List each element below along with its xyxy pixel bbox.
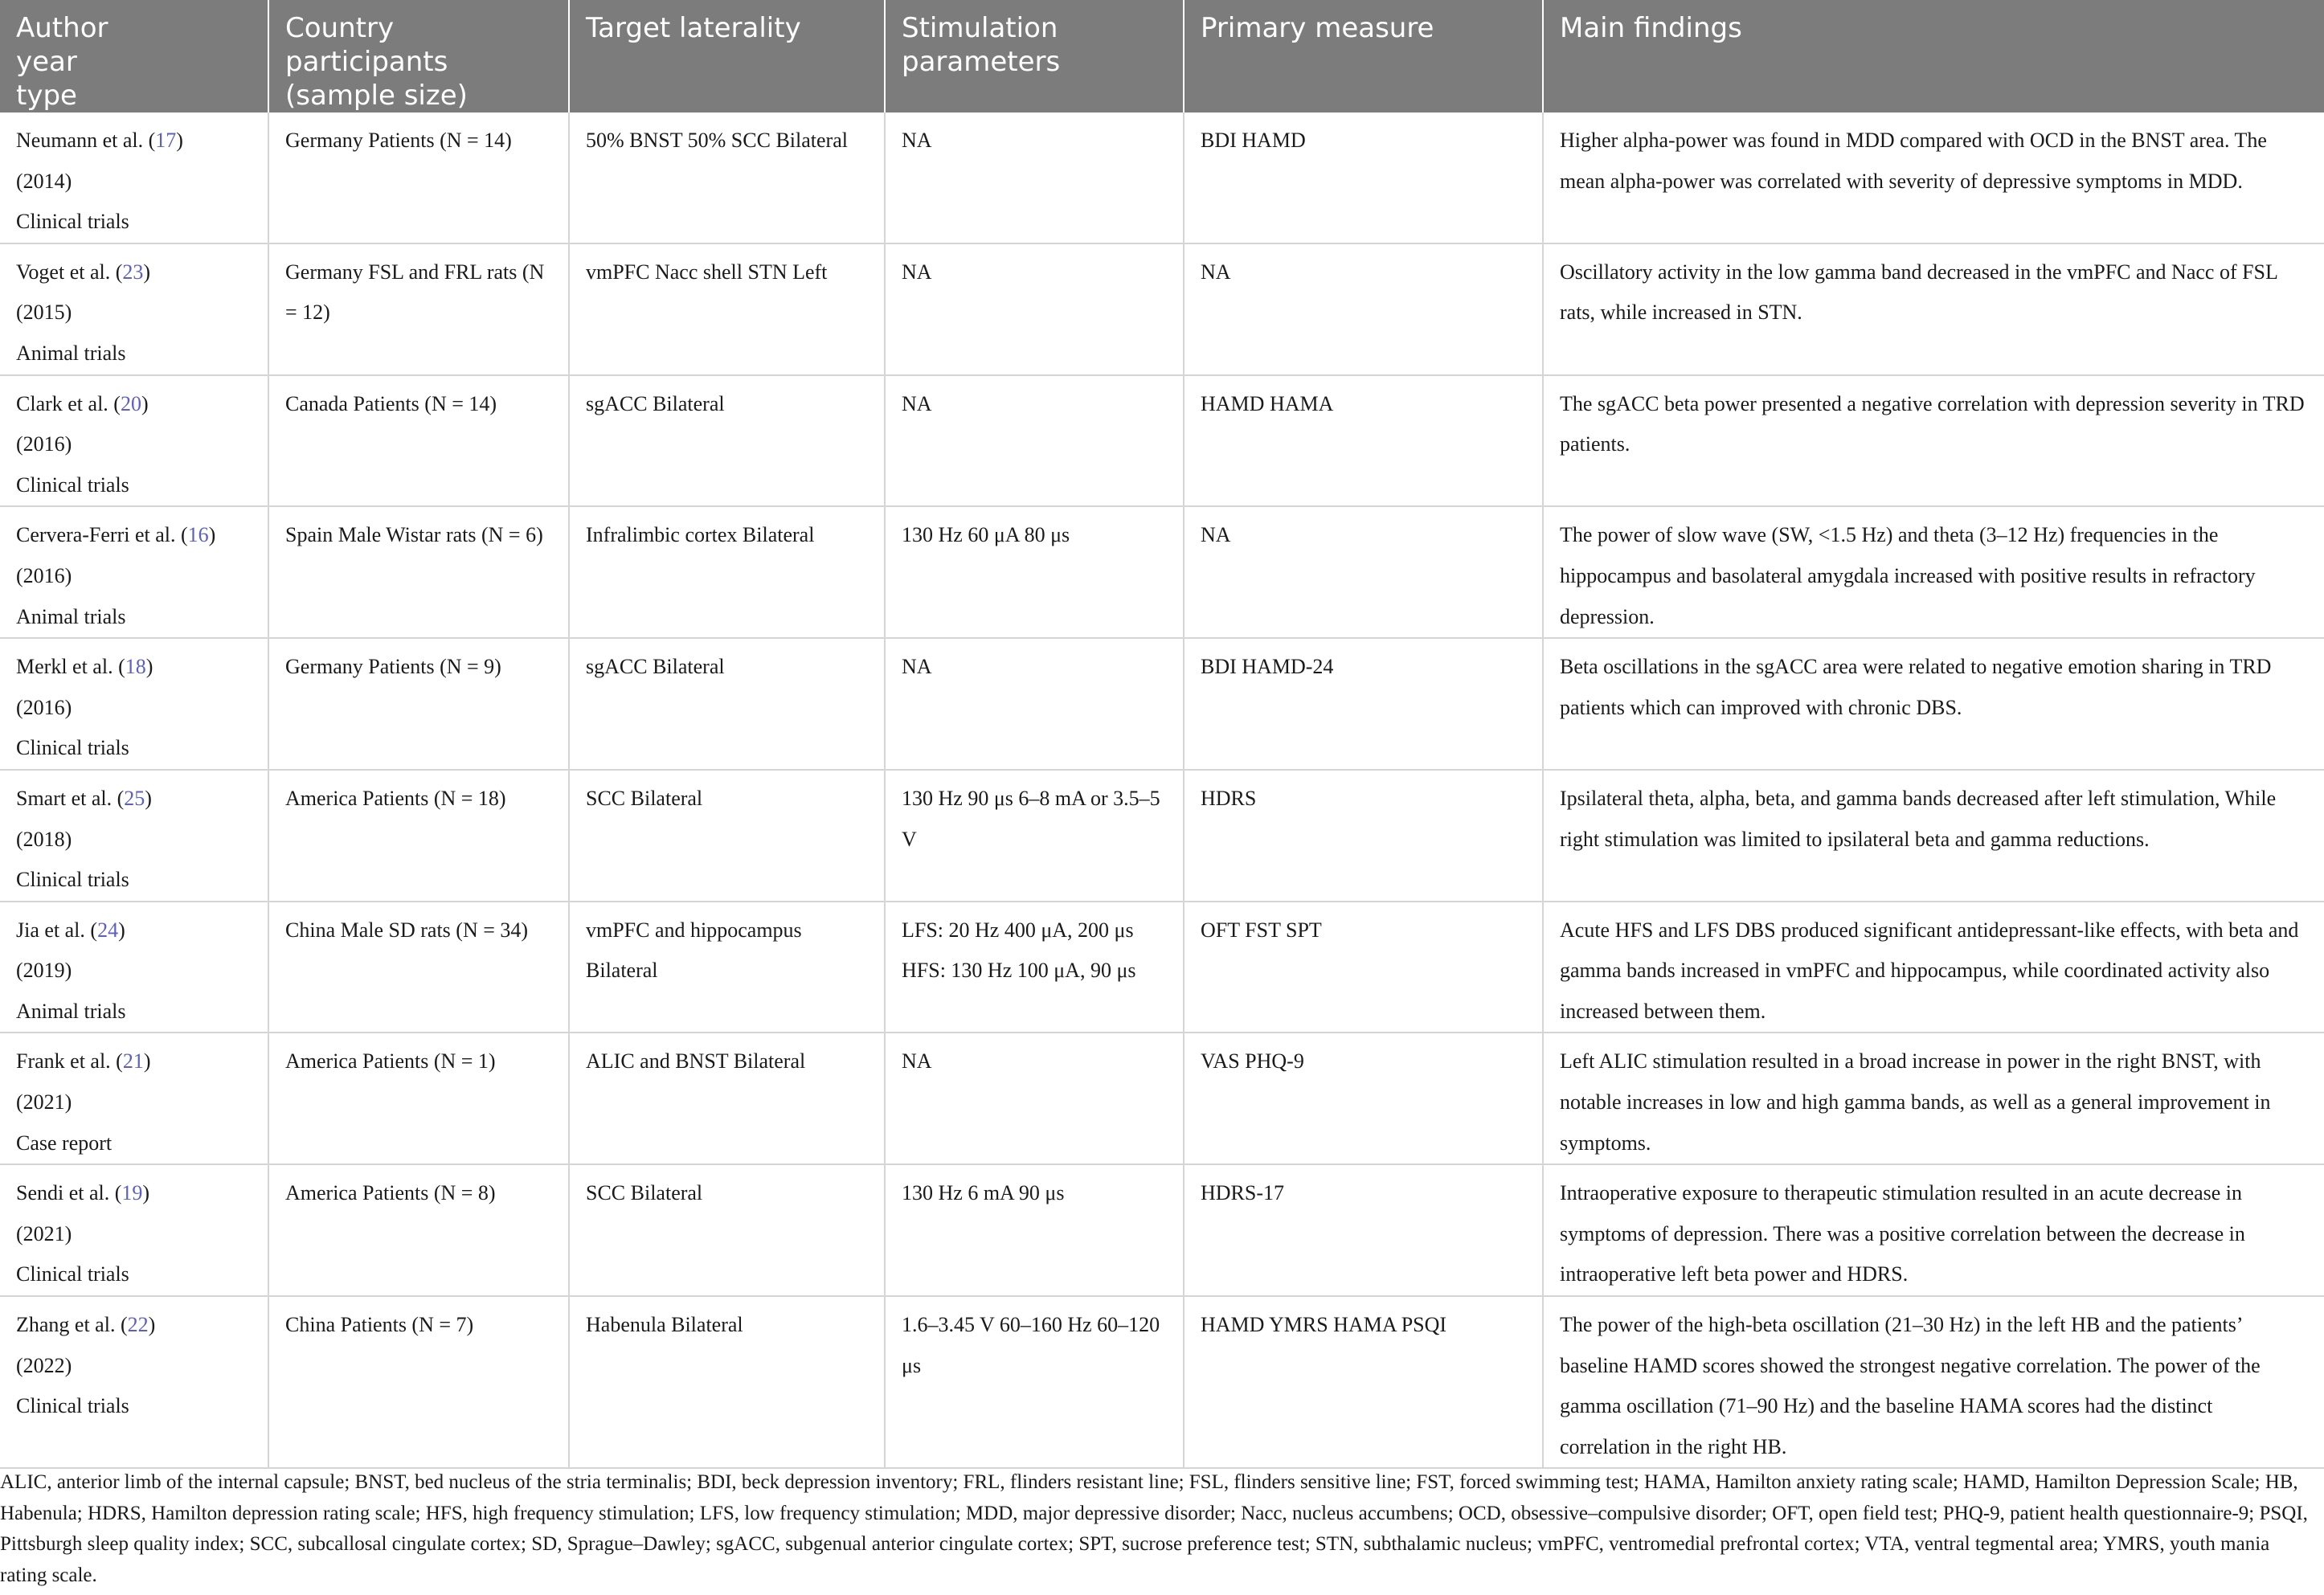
reference-link[interactable]: 18 — [125, 655, 146, 679]
study-year: (2022) — [16, 1353, 72, 1377]
study-type: Clinical trials — [16, 1262, 129, 1286]
study-type: Case report — [16, 1131, 113, 1155]
cell-author — [0, 112, 268, 243]
table-row — [0, 1033, 2324, 1164]
cell-stimulation: NA — [885, 243, 1184, 375]
col-header-measure: Primary measure — [1184, 0, 1543, 112]
study-type: Clinical trials — [16, 868, 129, 892]
cell-measure: NA — [1184, 506, 1543, 638]
cell-measure: HAMD YMRS HAMA PSQI — [1184, 1296, 1543, 1468]
cell-measure: HDRS-17 — [1184, 1164, 1543, 1296]
reference-link[interactable]: 16 — [187, 523, 209, 547]
table-row — [0, 112, 2324, 243]
reference-link[interactable]: 25 — [124, 786, 145, 810]
reference-link[interactable]: 21 — [122, 1049, 144, 1074]
author-name: Zhang et al. (22) — [16, 1313, 156, 1337]
cell-findings: The sgACC beta power presented a negative correlation with depression severity in TRD patients. — [1543, 375, 2324, 507]
study-year: (2016) — [16, 432, 72, 456]
table-row — [0, 506, 2324, 638]
table-row — [0, 243, 2324, 375]
cell-target: vmPFC and hippocampus Bilateral — [569, 902, 885, 1033]
cell-findings: Beta oscillations in the sgACC area were related to negative emotion sharing in TRD patients which can improved with chronic DBS. — [1543, 638, 2324, 770]
cell-target: sgACC Bilateral — [569, 375, 885, 507]
cell-author — [0, 902, 268, 1033]
cell-author — [0, 375, 268, 507]
cell-country: America Patients (N = 8) — [268, 1164, 569, 1296]
reference-link[interactable]: 24 — [97, 918, 119, 942]
reference-link[interactable]: 19 — [121, 1181, 143, 1205]
col-header-author: Author year type — [0, 0, 268, 112]
reference-link[interactable]: 22 — [127, 1313, 149, 1337]
col-header-stimulation: Stimulation parameters — [885, 0, 1184, 112]
cell-author — [0, 770, 268, 902]
study-type: Clinical trials — [16, 210, 129, 234]
cell-findings: The power of the high-beta oscillation (21–30 Hz) in the left HB and the patients’ baseline HAMD scores showed the strongest negative correlation. The power of the gamma oscillation (71–90 Hz) and the baseline HAMA scores had the distinct correlation in the right HB. — [1543, 1296, 2324, 1468]
cell-author — [0, 1033, 268, 1164]
cell-stimulation: NA — [885, 1033, 1184, 1164]
cell-measure: VAS PHQ-9 — [1184, 1033, 1543, 1164]
cell-country: China Male SD rats (N = 34) — [268, 902, 569, 1033]
reference-link[interactable]: 20 — [120, 391, 141, 415]
study-year: (2015) — [16, 301, 72, 325]
cell-stimulation: 1.6–3.45 V 60–160 Hz 60–120 μs — [885, 1296, 1184, 1468]
cell-target: Infralimbic cortex Bilateral — [569, 506, 885, 638]
cell-country: Canada Patients (N = 14) — [268, 375, 569, 507]
author-name: Merkl et al. (18) — [16, 655, 153, 679]
cell-stimulation: NA — [885, 638, 1184, 770]
cell-country: America Patients (N = 18) — [268, 770, 569, 902]
cell-measure: HDRS — [1184, 770, 1543, 902]
study-year: (2021) — [16, 1221, 72, 1245]
author-name: Voget et al. (23) — [16, 260, 151, 284]
study-year: (2016) — [16, 695, 72, 719]
cell-stimulation: LFS: 20 Hz 400 μA, 200 μs HFS: 130 Hz 100 μA, 90 μs — [885, 902, 1184, 1033]
study-type: Clinical trials — [16, 736, 129, 760]
cell-measure: BDI HAMD — [1184, 112, 1543, 243]
cell-country: Germany FSL and FRL rats (N = 12) — [268, 243, 569, 375]
cell-stimulation: NA — [885, 112, 1184, 243]
author-name: Clark et al. (20) — [16, 391, 149, 415]
col-header-target: Target laterality — [569, 0, 885, 112]
cell-author — [0, 638, 268, 770]
reference-link[interactable]: 23 — [122, 260, 144, 284]
table-row — [0, 375, 2324, 507]
cell-stimulation: 130 Hz 90 μs 6–8 mA or 3.5–5 V — [885, 770, 1184, 902]
study-type: Clinical trials — [16, 472, 129, 497]
cell-country: Spain Male Wistar rats (N = 6) — [268, 506, 569, 638]
cell-findings: Ipsilateral theta, alpha, beta, and gamma bands decreased after left stimulation, While right stimulation was limited to ipsilateral beta and gamma reductions. — [1543, 770, 2324, 902]
study-year: (2021) — [16, 1090, 72, 1114]
col-header-country: Country participants (sample size) — [268, 0, 569, 112]
cell-stimulation: 130 Hz 6 mA 90 μs — [885, 1164, 1184, 1296]
cell-author — [0, 243, 268, 375]
cell-country: China Patients (N = 7) — [268, 1296, 569, 1468]
cell-findings: The power of slow wave (SW, <1.5 Hz) and theta (3–12 Hz) frequencies in the hippocampus and basolateral amygdala increased with positive results in refractory depression. — [1543, 506, 2324, 638]
cell-findings: Intraoperative exposure to therapeutic stimulation resulted in an acute decrease in symptoms of depression. There was a positive correlation between the decrease in intraoperative left beta power and HDRS. — [1543, 1164, 2324, 1296]
cell-target: SCC Bilateral — [569, 1164, 885, 1296]
author-name: Frank et al. (21) — [16, 1049, 151, 1074]
cell-stimulation: NA — [885, 375, 1184, 507]
cell-country: Germany Patients (N = 14) — [268, 112, 569, 243]
header-row — [0, 0, 2324, 112]
author-name: Neumann et al. (17) — [16, 129, 183, 152]
cell-target: 50% BNST 50% SCC Bilateral — [569, 112, 885, 243]
reference-link[interactable]: 17 — [155, 129, 177, 152]
table-row — [0, 1164, 2324, 1296]
cell-findings: Higher alpha-power was found in MDD compared with OCD in the BNST area. The mean alpha-power was correlated with severity of depressive symptoms in MDD. — [1543, 112, 2324, 243]
table-footnote: ALIC, anterior limb of the internal capsule; BNST, bed nucleus of the stria terminalis; BDI, beck depression inventory; FRL, flinders resistant line; FSL, flinders sensitive line; FST, forced swimming test; HAMA, Hamilton anxiety rating scale; HAMD, Hamilton Depression Scale; HB, Habenula; HDRS, Hamilton depression rating scale; HFS, high frequency stimulation; LFS, low frequency stimulation; MDD, major depressive disorder; Nacc, nucleus accumbens; OCD, obsessive–compulsive disorder; OFT, open field test; PHQ-9, patient health questionnaire-9; PSQI, Pittsburgh sleep quality index; SCC, subcallosal cingulate cortex; SD, Sprague–Dawley; sgACC, subgenual anterior cingulate cortex; SPT, sucrose preference test; STN, subthalamic nucleus; vmPFC, ventromedial prefrontal cortex; VTA, ventral tegmental area; YMRS, youth mania rating scale. — [0, 1471, 2308, 1587]
cell-findings: Acute HFS and LFS DBS produced significant antidepressant-like effects, with beta and gamma bands increased in vmPFC and hippocampus, while coordinated activity also increased between them. — [1543, 902, 2324, 1033]
author-name: Jia et al. (24) — [16, 918, 125, 942]
study-type: Animal trials — [16, 999, 126, 1023]
study-type: Clinical trials — [16, 1394, 129, 1418]
cell-findings: Left ALIC stimulation resulted in a broad increase in power in the right BNST, with notable increases in low and high gamma bands, as well as a general improvement in symptoms. — [1543, 1033, 2324, 1164]
study-type: Animal trials — [16, 604, 126, 628]
cell-target: ALIC and BNST Bilateral — [569, 1033, 885, 1164]
cell-measure: OFT FST SPT — [1184, 902, 1543, 1033]
cell-author — [0, 506, 268, 638]
cell-country: America Patients (N = 1) — [268, 1033, 569, 1164]
cell-target: sgACC Bilateral — [569, 638, 885, 770]
cell-author — [0, 1296, 268, 1468]
study-year: (2019) — [16, 959, 72, 983]
cell-target: vmPFC Nacc shell STN Left — [569, 243, 885, 375]
table-row — [0, 770, 2324, 902]
study-year: (2018) — [16, 827, 72, 851]
cell-country: Germany Patients (N = 9) — [268, 638, 569, 770]
cell-stimulation: 130 Hz 60 μA 80 μs — [885, 506, 1184, 638]
study-year: (2016) — [16, 563, 72, 587]
table-row — [0, 638, 2324, 770]
cell-measure: HAMD HAMA — [1184, 375, 1543, 507]
study-year: (2014) — [16, 169, 72, 193]
table-row — [0, 1296, 2324, 1468]
cell-measure: BDI HAMD-24 — [1184, 638, 1543, 770]
study-type: Animal trials — [16, 341, 126, 365]
cell-author — [0, 1164, 268, 1296]
cell-target: Habenula Bilateral — [569, 1296, 885, 1468]
author-name: Sendi et al. (19) — [16, 1181, 150, 1205]
col-header-findings: Main findings — [1543, 0, 2324, 112]
author-name: Cervera-Ferri et al. (16) — [16, 523, 216, 547]
cell-findings: Oscillatory activity in the low gamma band decreased in the vmPFC and Nacc of FSL rats, while increased in STN. — [1543, 243, 2324, 375]
author-name: Smart et al. (25) — [16, 786, 152, 810]
cell-measure: NA — [1184, 243, 1543, 375]
cell-target: SCC Bilateral — [569, 770, 885, 902]
table-row — [0, 902, 2324, 1033]
